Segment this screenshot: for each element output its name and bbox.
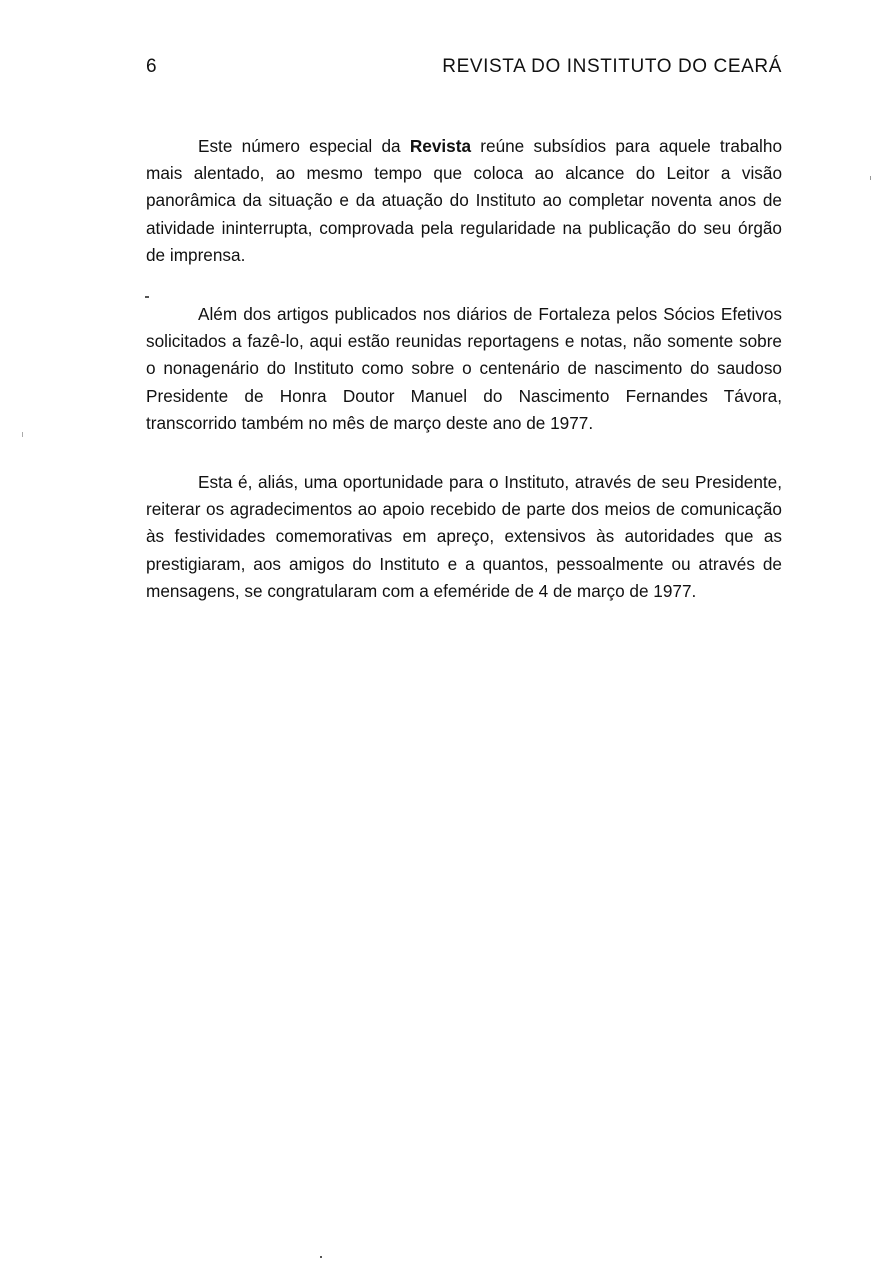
body-text <box>146 133 782 637</box>
page-number: 6 <box>146 56 157 77</box>
scan-speck <box>320 1256 322 1258</box>
paragraph-articles: Além dos artigos publicados nos diários de Fortaleza pelos Sócios Efetivos solicitados a fazê-lo, aqui estão reunidas reportagens e notas, não somente sobre o nonagenário do Instituto como sobre o centenário de nascimento do saudoso Presidente de Honra Doutor Manuel do Nascimento Fernandes Távora, transcorrido também no mês de março deste ano de 1977. <box>146 304 782 433</box>
paragraph-acknowledgements: Esta é, aliás, uma oportunidade para o Instituto, através de seu Presidente, reiterar os agradecimentos ao apoio recebido de parte dos meios de comunicação às festividades comemorativas em apreço, extensivos às autoridades que as prestigiaram, aos amigos do Instituto e a quantos, pessoalmente ou através de mensagens, se congratularam com a efeméride de 4 de março de 1977. <box>146 472 782 601</box>
scan-speck <box>145 296 149 298</box>
revista-emphasis: Revista <box>409 136 472 156</box>
scan-speck <box>22 432 23 437</box>
paragraph-special-issue <box>146 133 782 269</box>
running-header <box>146 56 782 82</box>
journal-title: REVISTA DO INSTITUTO DO CEARÁ <box>442 56 782 77</box>
paragraph-1-lead: Este número especial da <box>198 136 410 156</box>
scan-speck <box>870 176 871 180</box>
paragraph-1-rest: reúne subsídios para aquele trabalho mais alentado, ao mesmo tempo que coloca ao alcance do Leitor a visão panorâmica da situação e da atuação do Instituto ao completar noventa anos de atividade ininterrupta, comprovada pela regularidade na publicação do seu órgão de imprensa. <box>146 136 782 265</box>
